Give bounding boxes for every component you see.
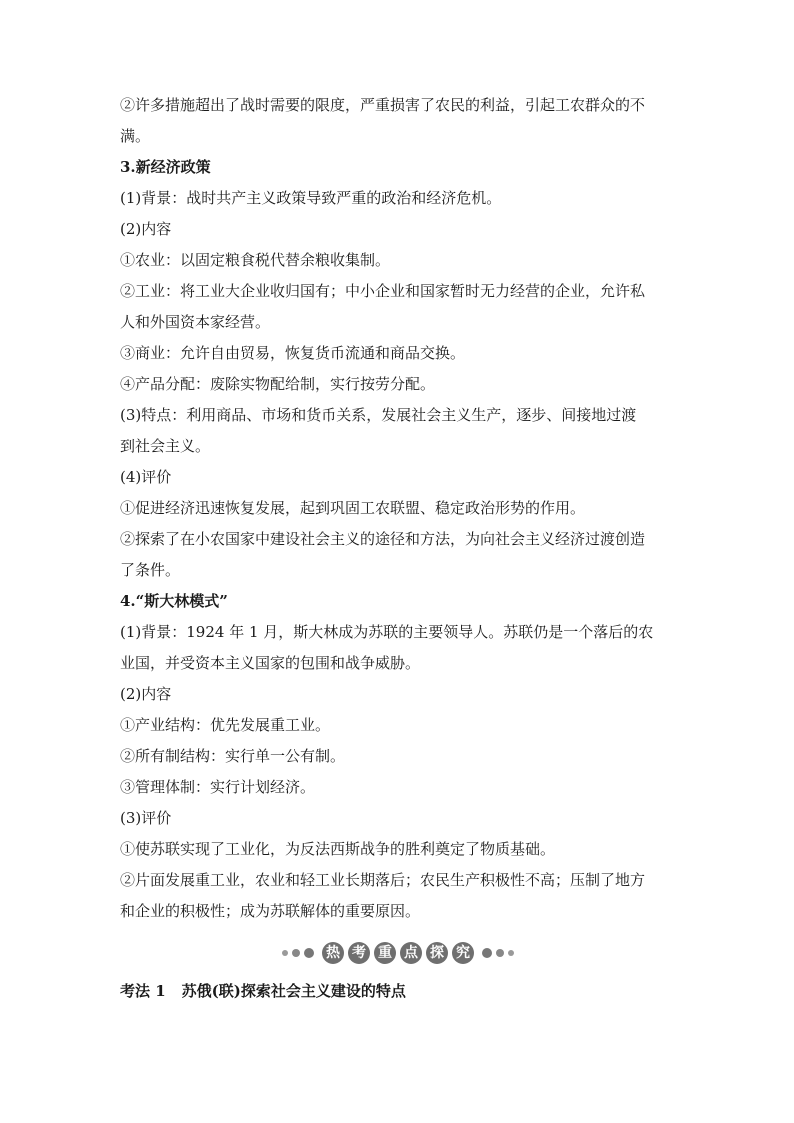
paragraph-line: (3)评价: [120, 809, 172, 827]
dot-decoration-icon: [496, 949, 504, 957]
paragraph-line: 和企业的积极性；成为苏联解体的重要原因。: [120, 902, 421, 920]
banner-char: 究: [452, 942, 474, 964]
paragraph-line: ②探索了在小农国家中建设社会主义的途径和方法，为向社会主义经济过渡创造: [120, 530, 646, 548]
section-heading: 4.“斯大林模式”: [120, 592, 228, 610]
paragraph-line: (1)背景：战时共产主义政策导致严重的政治和经济危机。: [120, 189, 502, 207]
dot-decoration-icon: [508, 950, 514, 956]
paragraph-line: ①农业：以固定粮食税代替余粮收集制。: [120, 251, 391, 269]
banner-dots-left: [280, 948, 316, 958]
method-title: 苏俄(联)探索社会主义建设的特点: [181, 982, 406, 1000]
paragraph-line: ③商业：允许自由贸易，恢复货币流通和商品交换。: [120, 344, 466, 362]
paragraph-line: ①使苏联实现了工业化，为反法西斯战争的胜利奠定了物质基础。: [120, 840, 556, 858]
paragraph-line: ②工业：将工业大企业收归国有；中小企业和国家暂时无力经营的企业，允许私: [120, 282, 646, 300]
paragraph-line: ③管理体制：实行计划经济。: [120, 778, 316, 796]
method-heading: [120, 978, 406, 1004]
banner-title: [320, 942, 476, 964]
banner-char: 点: [400, 942, 422, 964]
paragraph-line: 满。: [120, 127, 151, 145]
banner-char: 考: [348, 942, 370, 964]
document-body: [120, 90, 680, 927]
dot-decoration-icon: [482, 948, 492, 958]
paragraph-line: (1)背景：1924 年 1 月，斯大林成为苏联的主要领导人。苏联仍是一个落后的农: [120, 623, 654, 641]
dot-decoration-icon: [292, 949, 300, 957]
paragraph-line: (2)内容: [120, 685, 172, 703]
paragraph-line: ①产业结构：优先发展重工业。: [120, 716, 331, 734]
banner-dots-right: [480, 948, 516, 958]
banner-char: 探: [426, 942, 448, 964]
paragraph-line: 业国，并受资本主义国家的包围和战争威胁。: [120, 654, 421, 672]
paragraph-line: ②所有制结构：实行单一公有制。: [120, 747, 346, 765]
dot-decoration-icon: [282, 950, 288, 956]
paragraph-line: (4)评价: [120, 468, 172, 486]
paragraph-line: ④产品分配：废除实物配给制，实行按劳分配。: [120, 375, 436, 393]
banner-char: 热: [322, 942, 344, 964]
method-tag: 考法 1: [120, 982, 166, 1000]
paragraph-line: 到社会主义。: [120, 437, 211, 455]
paragraph-line: 人和外国资本家经营。: [120, 313, 271, 331]
paragraph-line: 了条件。: [120, 561, 181, 579]
paragraph-line: (2)内容: [120, 220, 172, 238]
paragraph-line: ②许多措施超出了战时需要的限度，严重损害了农民的利益，引起工农群众的不: [120, 96, 646, 114]
section-heading: 3.新经济政策: [120, 158, 211, 176]
section-banner: [120, 938, 676, 968]
dot-decoration-icon: [304, 948, 314, 958]
paragraph-line: ②片面发展重工业，农业和轻工业长期落后；农民生产积极性不高；压制了地方: [120, 871, 646, 889]
banner-char: 重: [374, 942, 396, 964]
paragraph-line: (3)特点：利用商品、市场和货币关系，发展社会主义生产，逐步、间接地过渡: [120, 406, 637, 424]
paragraph-line: ①促进经济迅速恢复发展，起到巩固工农联盟、稳定政治形势的作用。: [120, 499, 586, 517]
